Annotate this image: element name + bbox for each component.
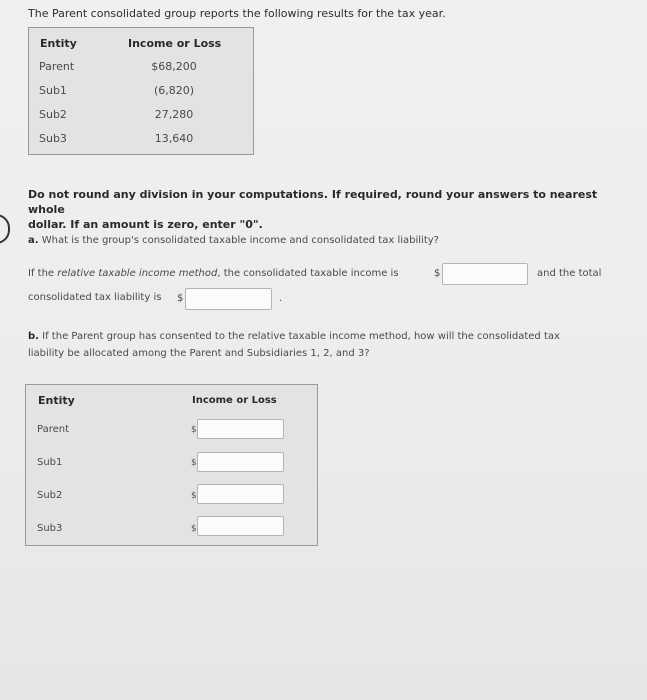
entity-sub2: Sub2 [37, 490, 63, 501]
consolidated-tax-liability-input[interactable] [185, 288, 272, 310]
entity-parent: Parent [39, 60, 75, 73]
value-parent: $68,200 [151, 60, 197, 73]
question-a [28, 235, 439, 246]
consolidated-taxable-income-input[interactable] [442, 263, 528, 285]
dollar-sign-sub3: $ [191, 524, 197, 534]
liability-period: . [279, 293, 283, 304]
question-a-sentence [28, 268, 399, 279]
results-table [28, 27, 254, 155]
value-sub3: 13,640 [154, 132, 194, 145]
sub2-allocation-input[interactable] [197, 484, 284, 504]
instructions-line-1: Do not round any division in your computations. If required, round your answers to nearest whole [28, 188, 598, 216]
dollar-sign-liability: $ [177, 293, 184, 304]
question-b-text-1: If the Parent group has consented to the relative taxable income method, how will the consolidated tax [42, 331, 560, 342]
question-a-label: a. [28, 235, 39, 246]
dollar-sign-sub2: $ [191, 491, 197, 501]
sub3-allocation-input[interactable] [197, 516, 284, 536]
column-header-income-or-loss: Income or Loss [128, 37, 222, 50]
sub1-allocation-input[interactable] [197, 452, 284, 472]
entity-sub2: Sub2 [39, 108, 67, 121]
parent-allocation-input[interactable] [197, 419, 284, 439]
dollar-sign-parent: $ [191, 425, 197, 435]
intro-text: The Parent consolidated group reports the following results for the tax year. [28, 7, 446, 20]
value-sub1: (6,820) [153, 84, 195, 97]
navigation-bracket-icon [0, 214, 10, 244]
sentence-mid: , the consolidated taxable income is [217, 268, 399, 279]
sentence-method: relative taxable income method [57, 268, 218, 279]
and-the-total-text: and the total [537, 268, 602, 279]
sentence-prefix: If the [28, 268, 58, 279]
entity-sub3: Sub3 [37, 523, 63, 534]
instructions-line-2: dollar. If an amount is zero, enter "0". [28, 218, 263, 231]
instructions [28, 187, 628, 232]
liability-prefix: consolidated tax liability is [28, 292, 162, 303]
column-header-entity: Entity [40, 37, 77, 50]
question-b-line-2: liability be allocated among the Parent and Subsidiaries 1, 2, and 3? [28, 348, 370, 359]
question-b-label: b. [28, 331, 39, 342]
column-header-entity: Entity [38, 394, 75, 407]
question-b [28, 328, 623, 362]
allocation-table [25, 384, 318, 546]
question-b-line-1 [28, 328, 623, 345]
entity-sub1: Sub1 [37, 457, 63, 468]
entity-sub1: Sub1 [39, 84, 67, 97]
dollar-sign-income: $ [434, 268, 441, 279]
entity-sub3: Sub3 [39, 132, 67, 145]
column-header-income-or-loss: Income or Loss [192, 395, 277, 406]
value-sub2: 27,280 [154, 108, 194, 121]
entity-parent: Parent [37, 424, 70, 435]
question-a-text: What is the group's consolidated taxable income and consolidated tax liability? [41, 235, 439, 246]
dollar-sign-sub1: $ [191, 458, 197, 468]
